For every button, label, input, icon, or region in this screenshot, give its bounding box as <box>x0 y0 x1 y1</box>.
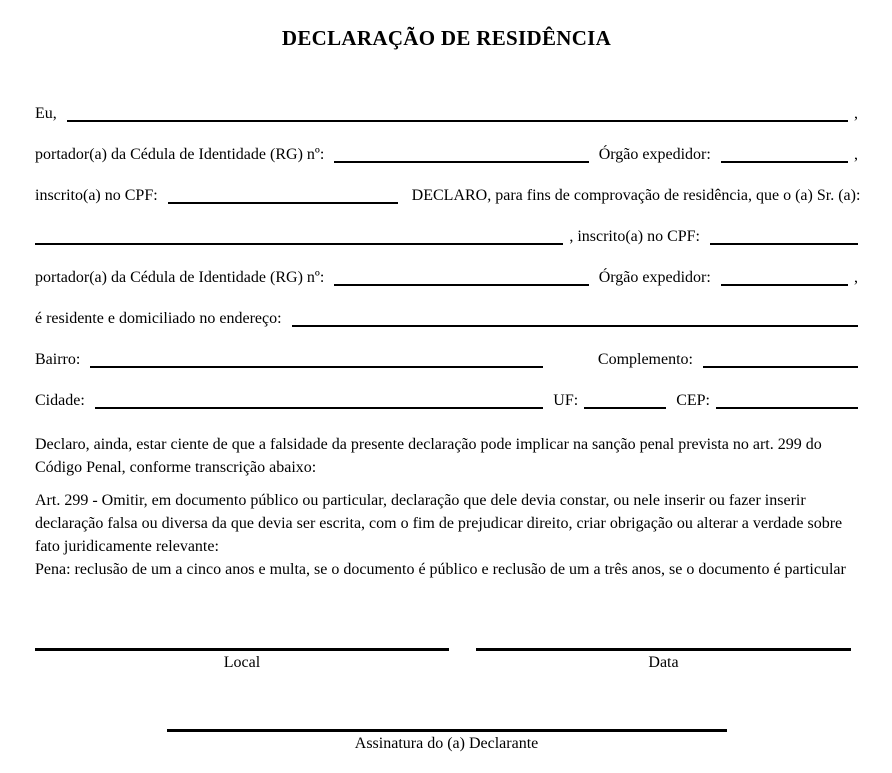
row-declarant-cpf <box>35 187 861 228</box>
bairro-label: Bairro: <box>35 351 81 368</box>
cep-label: CEP: <box>676 392 710 409</box>
bairro-field[interactable] <box>90 366 543 368</box>
local-label: Local <box>223 654 261 671</box>
comma-text: , <box>854 146 858 163</box>
declarant-rg-issuer-field[interactable] <box>721 161 848 163</box>
cep-field[interactable] <box>716 407 858 409</box>
row-declarant-rg <box>35 146 858 187</box>
row-declarant-name <box>35 105 858 146</box>
resident-rg-field[interactable] <box>334 284 588 286</box>
address-field[interactable] <box>292 325 858 327</box>
uf-label: UF: <box>553 392 579 409</box>
penalty-text: Pena: reclusão de um a cinco anos e multa, se o documento é público e reclusão de um a três anos, se o documento é particular <box>35 561 846 578</box>
eu-label: Eu, <box>35 105 57 122</box>
declarant-signature-area <box>167 729 727 753</box>
row-cidade <box>35 392 858 433</box>
declarant-cpf-field[interactable] <box>168 202 398 204</box>
document-title: DECLARAÇÃO DE RESIDÊNCIA <box>281 26 612 50</box>
declarant-rg-field[interactable] <box>334 161 588 163</box>
declaro-statement: DECLARO, para fins de comprovação de residência, que o (a) Sr. (a): <box>411 187 861 204</box>
resident-cpf-label: , inscrito(a) no CPF: <box>569 228 700 245</box>
resident-rg-issuer-field[interactable] <box>721 284 848 286</box>
row-address <box>35 310 858 351</box>
local-signature-area <box>35 648 449 672</box>
declarant-rg-label: portador(a) da Cédula de Identidade (RG) nº: <box>35 146 325 163</box>
row-bairro <box>35 351 858 392</box>
resident-name-field[interactable] <box>35 243 563 245</box>
article-299-block <box>35 489 858 581</box>
cidade-field[interactable] <box>95 407 544 409</box>
declarant-rg-issuer-label: Órgão expedidor: <box>598 146 711 163</box>
comma-text: , <box>854 105 858 122</box>
row-resident-rg <box>35 269 858 310</box>
declarant-signature-label: Assinatura do (a) Declarante <box>354 735 539 752</box>
complemento-field[interactable] <box>703 366 858 368</box>
data-label: Data <box>648 654 679 671</box>
resident-rg-label: portador(a) da Cédula de Identidade (RG) nº: <box>35 269 325 286</box>
row-resident-name <box>35 228 858 269</box>
data-signature-area <box>476 648 851 672</box>
legal-notice-text: Declaro, ainda, estar ciente de que a falsidade da presente declaração pode implicar na sanção penal prevista no art. 299 do Código Penal, conforme transcrição abaixo: <box>35 436 822 476</box>
resident-rg-issuer-label: Órgão expedidor: <box>598 269 711 286</box>
local-data-signature-row <box>35 648 858 672</box>
declaration-form <box>35 105 861 433</box>
uf-field[interactable] <box>584 407 666 409</box>
complemento-label: Complemento: <box>597 351 693 368</box>
address-label: é residente e domiciliado no endereço: <box>35 310 282 327</box>
declarant-name-field[interactable] <box>67 120 848 122</box>
comma-text: , <box>854 269 858 286</box>
cidade-label: Cidade: <box>35 392 85 409</box>
declarant-cpf-label: inscrito(a) no CPF: <box>35 187 158 204</box>
resident-cpf-field[interactable] <box>710 243 858 245</box>
article-299-text: Art. 299 - Omitir, em documento público ou particular, declaração que dele devia constar, ou nele inserir ou fazer inserir declaração falsa ou diversa da que devia ser escrita, com o fim de prejudicar direito, criar obrigação ou alterar a verdade sobre fato juridicamente relevante: <box>35 492 843 555</box>
